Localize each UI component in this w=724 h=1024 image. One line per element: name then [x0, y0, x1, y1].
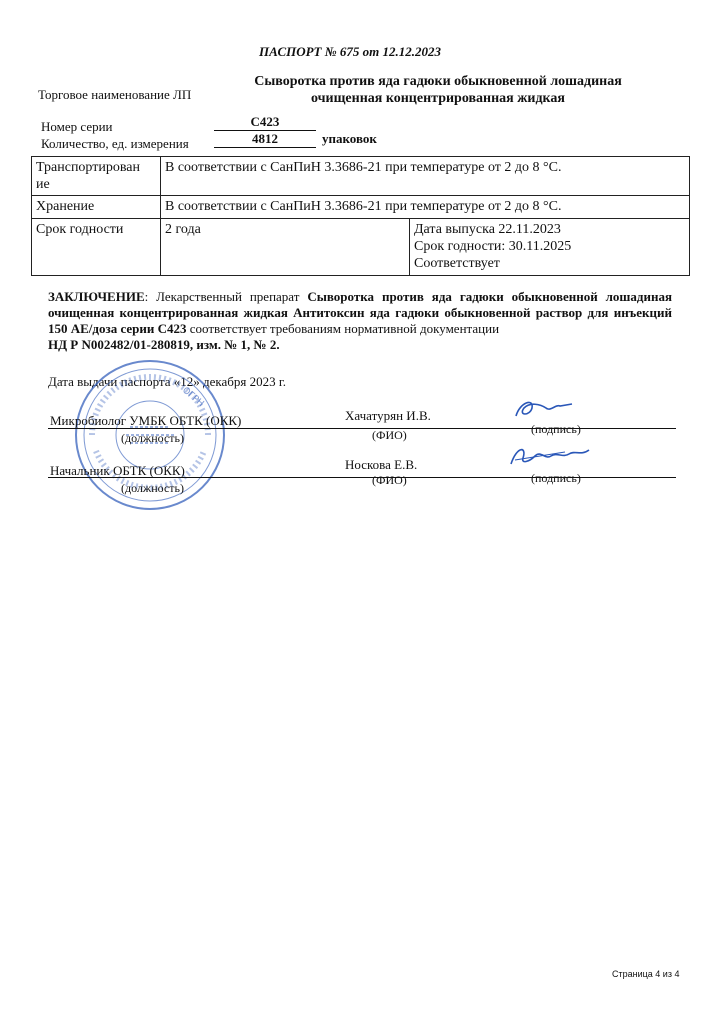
- passport-table: [31, 156, 690, 276]
- transport-label: Транспортирован ие: [32, 157, 161, 196]
- signer2-line: [48, 477, 676, 478]
- shelf-life-dates: [410, 219, 690, 276]
- trade-name-line2: очищенная концентрированная жидкая: [311, 91, 565, 106]
- quantity-value: 4812: [214, 131, 316, 148]
- quantity-unit: упаковок: [322, 131, 377, 146]
- transport-value: В соответствии с СанПиН 3.3686-21 при температуре от 2 до 8 °С.: [161, 157, 690, 196]
- release-date: Дата выпуска 22.11.2023: [414, 222, 561, 237]
- signer1-name: Хачатурян И.В.: [345, 408, 431, 423]
- trade-name-label: Торговое наименование ЛП: [38, 87, 192, 102]
- series-value: С423: [214, 114, 316, 131]
- signer2-signature: [505, 440, 595, 472]
- conclusion-nd: НД Р N002482/01-280819, изм. № 1, № 2.: [48, 337, 280, 352]
- conclusion-product: Сыворотка против яда гадюки обыкновенной лошадиная очищенная концентрированная жидкая Антитоксин яда гадюки обыкновенной раствор для инъекций 150 АЕ/доза серии С423: [48, 289, 672, 336]
- signer1-sign-caption: (подпись): [531, 422, 581, 436]
- conclusion: [48, 289, 672, 337]
- trade-name-value: [238, 73, 638, 107]
- signer2-name: Носкова Е.В.: [345, 457, 418, 472]
- signer1-name-caption: (ФИО): [372, 428, 407, 442]
- shelf-life-value: 2 года: [161, 219, 410, 276]
- signer2-position: Начальник ОБТК (ОКК): [50, 463, 185, 478]
- signer1-position: Микробиолог УМБК ОБТК (ОКК): [50, 413, 242, 428]
- trade-name-line1: Сыворотка против яда гадюки обыкновенной лошадиная: [254, 74, 622, 89]
- table-row-shelf-life: [32, 219, 690, 276]
- storage-value: В соответствии с СанПиН 3.3686-21 при температуре от 2 до 8 °С.: [161, 196, 690, 219]
- signer2-name-caption: (ФИО): [372, 473, 407, 487]
- quantity-label: Количество, ед. измерения: [41, 136, 189, 151]
- page-number: Страница 4 из 4: [612, 969, 680, 979]
- series-label: Номер серии: [41, 119, 113, 134]
- expiry-date: Срок годности: 30.11.2025: [414, 239, 572, 254]
- issue-date: Дата выдачи паспорта «12» декабря 2023 г.: [48, 374, 287, 389]
- shelf-life-label: Срок годности: [32, 219, 161, 276]
- table-row-transport: [32, 157, 690, 196]
- conformity-status: Соответствует: [414, 256, 500, 271]
- storage-label: Хранение: [32, 196, 161, 219]
- signer1-line: [48, 428, 676, 429]
- signer2-position-caption: (должность): [121, 481, 184, 495]
- conclusion-heading: ЗАКЛЮЧЕНИЕ: [48, 289, 145, 304]
- conclusion-text-start: : Лекарственный препарат: [144, 289, 308, 304]
- passport-title: ПАСПОРТ № 675 от 12.12.2023: [258, 44, 442, 59]
- signer2-sign-caption: (подпись): [531, 471, 581, 485]
- table-row-storage: [32, 196, 690, 219]
- conclusion-text-end: соответствует требованиям нормативной документации: [186, 321, 500, 336]
- signer1-signature: [510, 394, 580, 426]
- signer1-position-caption: (должность): [121, 431, 184, 445]
- stamp-ogrn-text: ОГРН: [180, 385, 206, 410]
